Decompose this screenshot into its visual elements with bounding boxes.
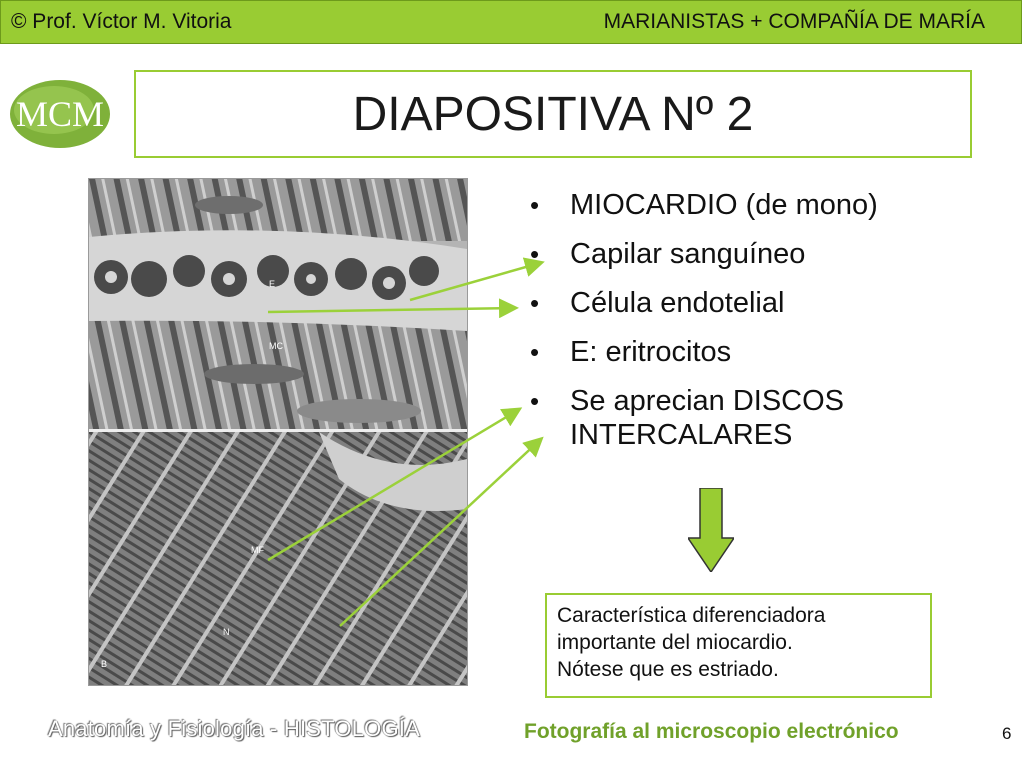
bullet-text: • Capilar sanguíneo (570, 238, 806, 270)
page-number: 6 (1002, 724, 1012, 743)
header-bar (0, 0, 1022, 44)
bullet-item (520, 335, 878, 369)
note-line: Característica diferenciadora (557, 604, 826, 627)
note-line: importante del miocardio. (557, 631, 793, 654)
author-credit: © Prof. Víctor M. Vitoria (11, 10, 232, 33)
bullet-item (520, 286, 878, 320)
bullet-item (520, 237, 878, 271)
down-arrow-icon (688, 488, 734, 572)
bullet-text: • E: eritrocitos (570, 336, 732, 368)
electron-micrograph (88, 178, 468, 686)
bullet-item (520, 188, 878, 222)
label-b: B (101, 659, 108, 669)
bullet-list (520, 188, 878, 467)
label-n: N (223, 627, 230, 637)
institution-name: MARIANISTAS + COMPAÑÍA DE MARÍA (603, 10, 985, 33)
slide-title: DIAPOSITIVA Nº 2 (352, 88, 754, 141)
course-footer: Anatomía y Fisiología - HISTOLOGÍA (48, 716, 420, 741)
note-line: Nótese que es estriado. (557, 658, 779, 681)
photo-caption: Fotografía al microscopio electrónico (524, 720, 899, 743)
label-e: E (269, 279, 276, 289)
bullet-text: • Se aprecian DISCOS (570, 385, 845, 417)
bullet-text: • Célula endotelial (570, 287, 785, 319)
title-box (134, 70, 972, 158)
mcm-logo (8, 78, 112, 150)
bullet-text: • MIOCARDIO (de mono) (570, 189, 878, 221)
bullet-text-continued: INTERCALARES (570, 419, 793, 451)
label-mf: MF (251, 545, 264, 555)
label-mc: MC (269, 341, 283, 351)
note-box (545, 593, 932, 698)
logo-text: MCM (15, 94, 105, 134)
bullet-item (520, 384, 878, 452)
